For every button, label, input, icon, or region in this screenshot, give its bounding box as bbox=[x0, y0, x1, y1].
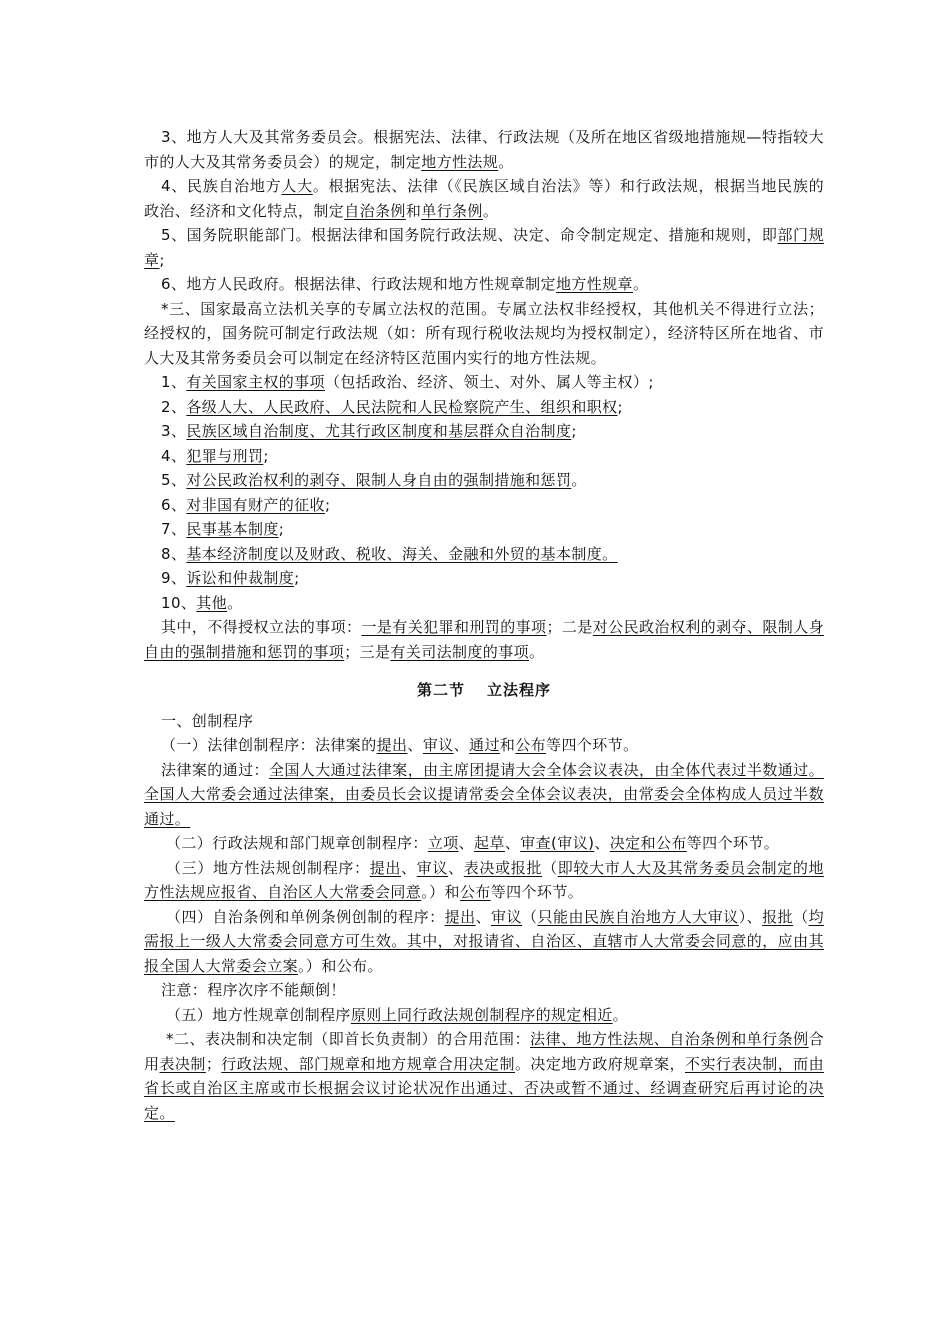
underlined-term: 基本经济制度以及财政、税收、海关、金融和外贸的基本制度。 bbox=[186, 544, 618, 563]
underlined-term: 民族区域自治制度、尤其行政区制度和基层群众自治制度 bbox=[186, 422, 572, 440]
underlined-term: 对公民政治权利的剥夺、限制人身自由的强制措施和惩罚的事项 bbox=[144, 618, 825, 661]
paragraph bbox=[144, 758, 824, 832]
text-run: 。 bbox=[612, 1005, 629, 1024]
paragraph bbox=[144, 615, 824, 664]
underlined-term: 审议 bbox=[416, 858, 449, 877]
text-run: 一、创制程序 bbox=[161, 711, 254, 730]
underlined-term: 有关司法制度的事项 bbox=[390, 642, 530, 661]
paragraph bbox=[144, 831, 824, 856]
text-run: 、 bbox=[401, 858, 417, 877]
underlined-term: 审议 bbox=[491, 907, 523, 926]
text-run: ；三是 bbox=[344, 642, 391, 661]
underlined-term: 即较大市人大及其常务委员会制定的地方性法规应报省、自治区人大常委会同意 bbox=[144, 858, 824, 901]
text-run: （二）行政法规和部门规章创制程序： bbox=[166, 834, 428, 852]
underlined-term: 自治条例 bbox=[344, 201, 406, 220]
text-run: 、 bbox=[448, 858, 464, 877]
paragraph bbox=[144, 370, 824, 395]
text-run: （一）法律创制程序：法律案的 bbox=[161, 736, 377, 754]
text-run: ; bbox=[159, 250, 165, 269]
underlined-term: 决定和公布 bbox=[609, 834, 687, 852]
text-run: ； bbox=[205, 1054, 222, 1073]
text-run: 4、 bbox=[161, 446, 187, 465]
paragraph bbox=[144, 174, 824, 223]
underlined-term: 犯罪与刑罚 bbox=[186, 446, 264, 465]
underlined-term: 审议 bbox=[422, 736, 454, 754]
underlined-term: 部门规章 bbox=[144, 226, 824, 269]
text-run: 7、 bbox=[161, 520, 187, 538]
text-run: 等四个环节。 bbox=[490, 883, 584, 901]
text-run: ; bbox=[278, 520, 285, 538]
text-run: 6、 bbox=[161, 495, 187, 514]
text-run: 9、 bbox=[161, 569, 187, 587]
underlined-term: 报批 bbox=[762, 907, 794, 926]
underlined-term: 地方性规章 bbox=[555, 275, 633, 293]
paragraph bbox=[144, 1003, 824, 1028]
text-run: 。）和 bbox=[421, 883, 460, 901]
paragraph bbox=[144, 978, 824, 1003]
text-run: 5、 bbox=[161, 471, 187, 489]
document-page bbox=[144, 125, 824, 1125]
underlined-term: 原则上同行政法规创制程序的规定相近 bbox=[350, 1005, 613, 1024]
underlined-term: 公布 bbox=[459, 883, 491, 901]
text-run: ; bbox=[324, 495, 331, 514]
paragraph bbox=[144, 566, 824, 591]
paragraph bbox=[144, 444, 824, 469]
section-heading bbox=[144, 678, 824, 703]
underlined-term: 表决或报批 bbox=[463, 858, 543, 877]
text-run: 。）和公布。 bbox=[298, 956, 383, 975]
underlined-term: 不实行表决制，而由省长或自治区主席或市长根据会议讨论状况作出通过、否决或暂不通过、经调查研究后再讨论的决定。 bbox=[144, 1054, 825, 1122]
text-run: 。 bbox=[498, 152, 514, 171]
text-run: （包括政治、经济、领土、对外、属人等主权）; bbox=[324, 373, 654, 391]
text-run: 、 bbox=[458, 834, 475, 852]
text-run: 合用 bbox=[144, 1030, 824, 1073]
text-run: 。 bbox=[632, 275, 649, 293]
underlined-term: 审查(审议) bbox=[520, 834, 595, 852]
text-run: 4、民族自治地方 bbox=[161, 177, 282, 195]
underlined-term: 起草 bbox=[474, 834, 505, 852]
text-run: ；二是 bbox=[546, 618, 593, 636]
underlined-term: 人大 bbox=[281, 177, 313, 195]
paragraph bbox=[144, 591, 824, 616]
text-run: （三）地方性法规创制程序： bbox=[166, 858, 370, 877]
underlined-term: 地方性法规 bbox=[421, 152, 499, 171]
text-run: 3、地方人大及其常务委员会。根据宪法、法律、行政法规（及所在地区省级地措施规—特指较大市的人大及其常务委员会）的规定，制定 bbox=[144, 128, 824, 171]
underlined-term: 公布 bbox=[515, 736, 547, 754]
text-run: ; bbox=[294, 569, 300, 587]
underlined-term: 决定制 bbox=[468, 1054, 515, 1073]
text-run: 5、国务院职能部门。根据法律和国务院行政法规、决定、命令制定规定、措施和规则，即 bbox=[161, 226, 778, 244]
text-run: （ bbox=[542, 858, 558, 877]
underlined-term: 提出 bbox=[369, 858, 402, 877]
text-run: （ bbox=[793, 907, 809, 926]
underlined-term: 法律、地方性法规、自治条例和单行条例 bbox=[529, 1030, 809, 1048]
paragraph bbox=[144, 856, 824, 905]
legislation-scope-section bbox=[144, 125, 824, 664]
text-run: *二、表决制和决定制（即首长负责制）的合用范围： bbox=[166, 1030, 530, 1048]
text-run: （四）自治条例和单例条例创制的程序： bbox=[166, 907, 445, 926]
text-run: 8、 bbox=[161, 544, 187, 563]
text-run: 6、地方人民政府。根据法律、行政法规和地方性规章制定 bbox=[161, 275, 556, 293]
text-run: （五）地方性规章创制程序 bbox=[166, 1005, 351, 1024]
text-run: 。 bbox=[227, 593, 243, 612]
text-run: 、 bbox=[594, 834, 610, 852]
paragraph bbox=[144, 223, 824, 272]
underlined-term: 提出 bbox=[444, 907, 476, 926]
underlined-term: 立项 bbox=[427, 834, 459, 852]
text-run: 和 bbox=[499, 736, 516, 754]
paragraph bbox=[144, 1027, 824, 1125]
text-run: 3、 bbox=[161, 422, 187, 440]
underlined-term: 对公民政治权利的剥夺、限制人身自由的强制措施和惩罚 bbox=[186, 471, 572, 489]
underlined-term: 对非国有财产的征收 bbox=[186, 495, 325, 514]
underlined-term: 提出 bbox=[376, 736, 408, 754]
paragraph bbox=[144, 493, 824, 518]
text-run: 。 bbox=[482, 201, 499, 220]
underlined-term: 其他 bbox=[196, 593, 228, 612]
text-run: *三、国家最高立法机关享的专属立法权的范围。专属立法权非经授权，其他机关不得进行立法；经授权的，国务院可制定行政法规（如：所有现行税收法规均为授权制定），经济特区所在地省、市人大及其常务委员会可以制定在经济特区范围内实行的地方性法规。 bbox=[144, 299, 824, 367]
underlined-term: 通过 bbox=[469, 736, 500, 754]
paragraph bbox=[144, 272, 824, 297]
paragraph bbox=[144, 468, 824, 493]
text-run: ; bbox=[263, 446, 269, 465]
underlined-term: 单行条例 bbox=[421, 201, 483, 220]
text-run: 和 bbox=[405, 201, 422, 220]
paragraph bbox=[144, 395, 824, 420]
paragraph bbox=[144, 709, 824, 734]
text-run: ; bbox=[617, 397, 624, 416]
underlined-term: 全国人大通过法律案，由主席团提请大会全体会议表决，由全体代表过半数通过。全国人大常委会通过法律案，由委员长会议提请常委会全体会议表决，由常委会全体构成人员过半数通过。 bbox=[144, 760, 824, 828]
underlined-term: 有关国家主权的事项 bbox=[186, 373, 325, 391]
text-run: 。 bbox=[571, 471, 587, 489]
paragraph bbox=[144, 419, 824, 444]
text-run: 。 bbox=[529, 642, 545, 661]
underlined-term: 民事基本制度 bbox=[186, 520, 279, 538]
text-run: 其中，不得授权立法的事项： bbox=[161, 618, 362, 636]
text-run: ; bbox=[571, 422, 577, 440]
underlined-term: 一是有关犯罪和刑罚的事项 bbox=[361, 618, 547, 636]
text-run: 10、 bbox=[161, 593, 197, 612]
text-run: 、 bbox=[475, 907, 492, 926]
text-run: 。根据宪法、法律（《民族区域自治法》等）和行政法规，根据当地民族的政治、经济和文化特点，制定 bbox=[144, 177, 824, 220]
text-run: 法律案的通过： bbox=[161, 760, 269, 779]
text-run: 、 bbox=[453, 736, 470, 754]
text-run: 等四个环节。 bbox=[686, 834, 780, 852]
underlined-term: 只能由民族自治地方人大审议 bbox=[537, 907, 739, 926]
paragraph bbox=[144, 297, 824, 371]
legislation-procedure-section bbox=[144, 709, 824, 1126]
paragraph bbox=[144, 125, 824, 174]
text-run: 2、 bbox=[161, 397, 187, 416]
underlined-term: 均需报上一级人大常委会同意方可生效。其中，对报请省、自治区、直辖市人大常委会同意的，应由其报全国人大常委会立案 bbox=[144, 907, 825, 975]
section-title: 立法程序 bbox=[487, 681, 552, 699]
text-run: 。决定地方政府规章案， bbox=[514, 1054, 685, 1073]
text-run: 1、 bbox=[161, 373, 187, 391]
text-run: 、 bbox=[407, 736, 423, 754]
paragraph bbox=[144, 517, 824, 542]
underlined-term: 表决制 bbox=[159, 1054, 206, 1073]
section-number: 第二节 bbox=[416, 681, 465, 699]
text-run: （ bbox=[522, 907, 538, 926]
underlined-term: 诉讼和仲裁制度 bbox=[186, 569, 295, 587]
paragraph bbox=[144, 733, 824, 758]
text-run: 、 bbox=[504, 834, 521, 852]
underlined-term: 行政法规、部门规章和地方规章合用 bbox=[221, 1054, 469, 1073]
paragraph bbox=[144, 542, 824, 567]
text-run: 等四个环节。 bbox=[546, 736, 639, 754]
underlined-term: 各级人大、人民政府、人民法院和人民检察院产生、组织和职权 bbox=[186, 397, 618, 416]
text-run: ）、 bbox=[738, 907, 763, 926]
text-run: 注意：程序次序不能颠倒！ bbox=[161, 981, 346, 999]
paragraph bbox=[144, 905, 824, 979]
